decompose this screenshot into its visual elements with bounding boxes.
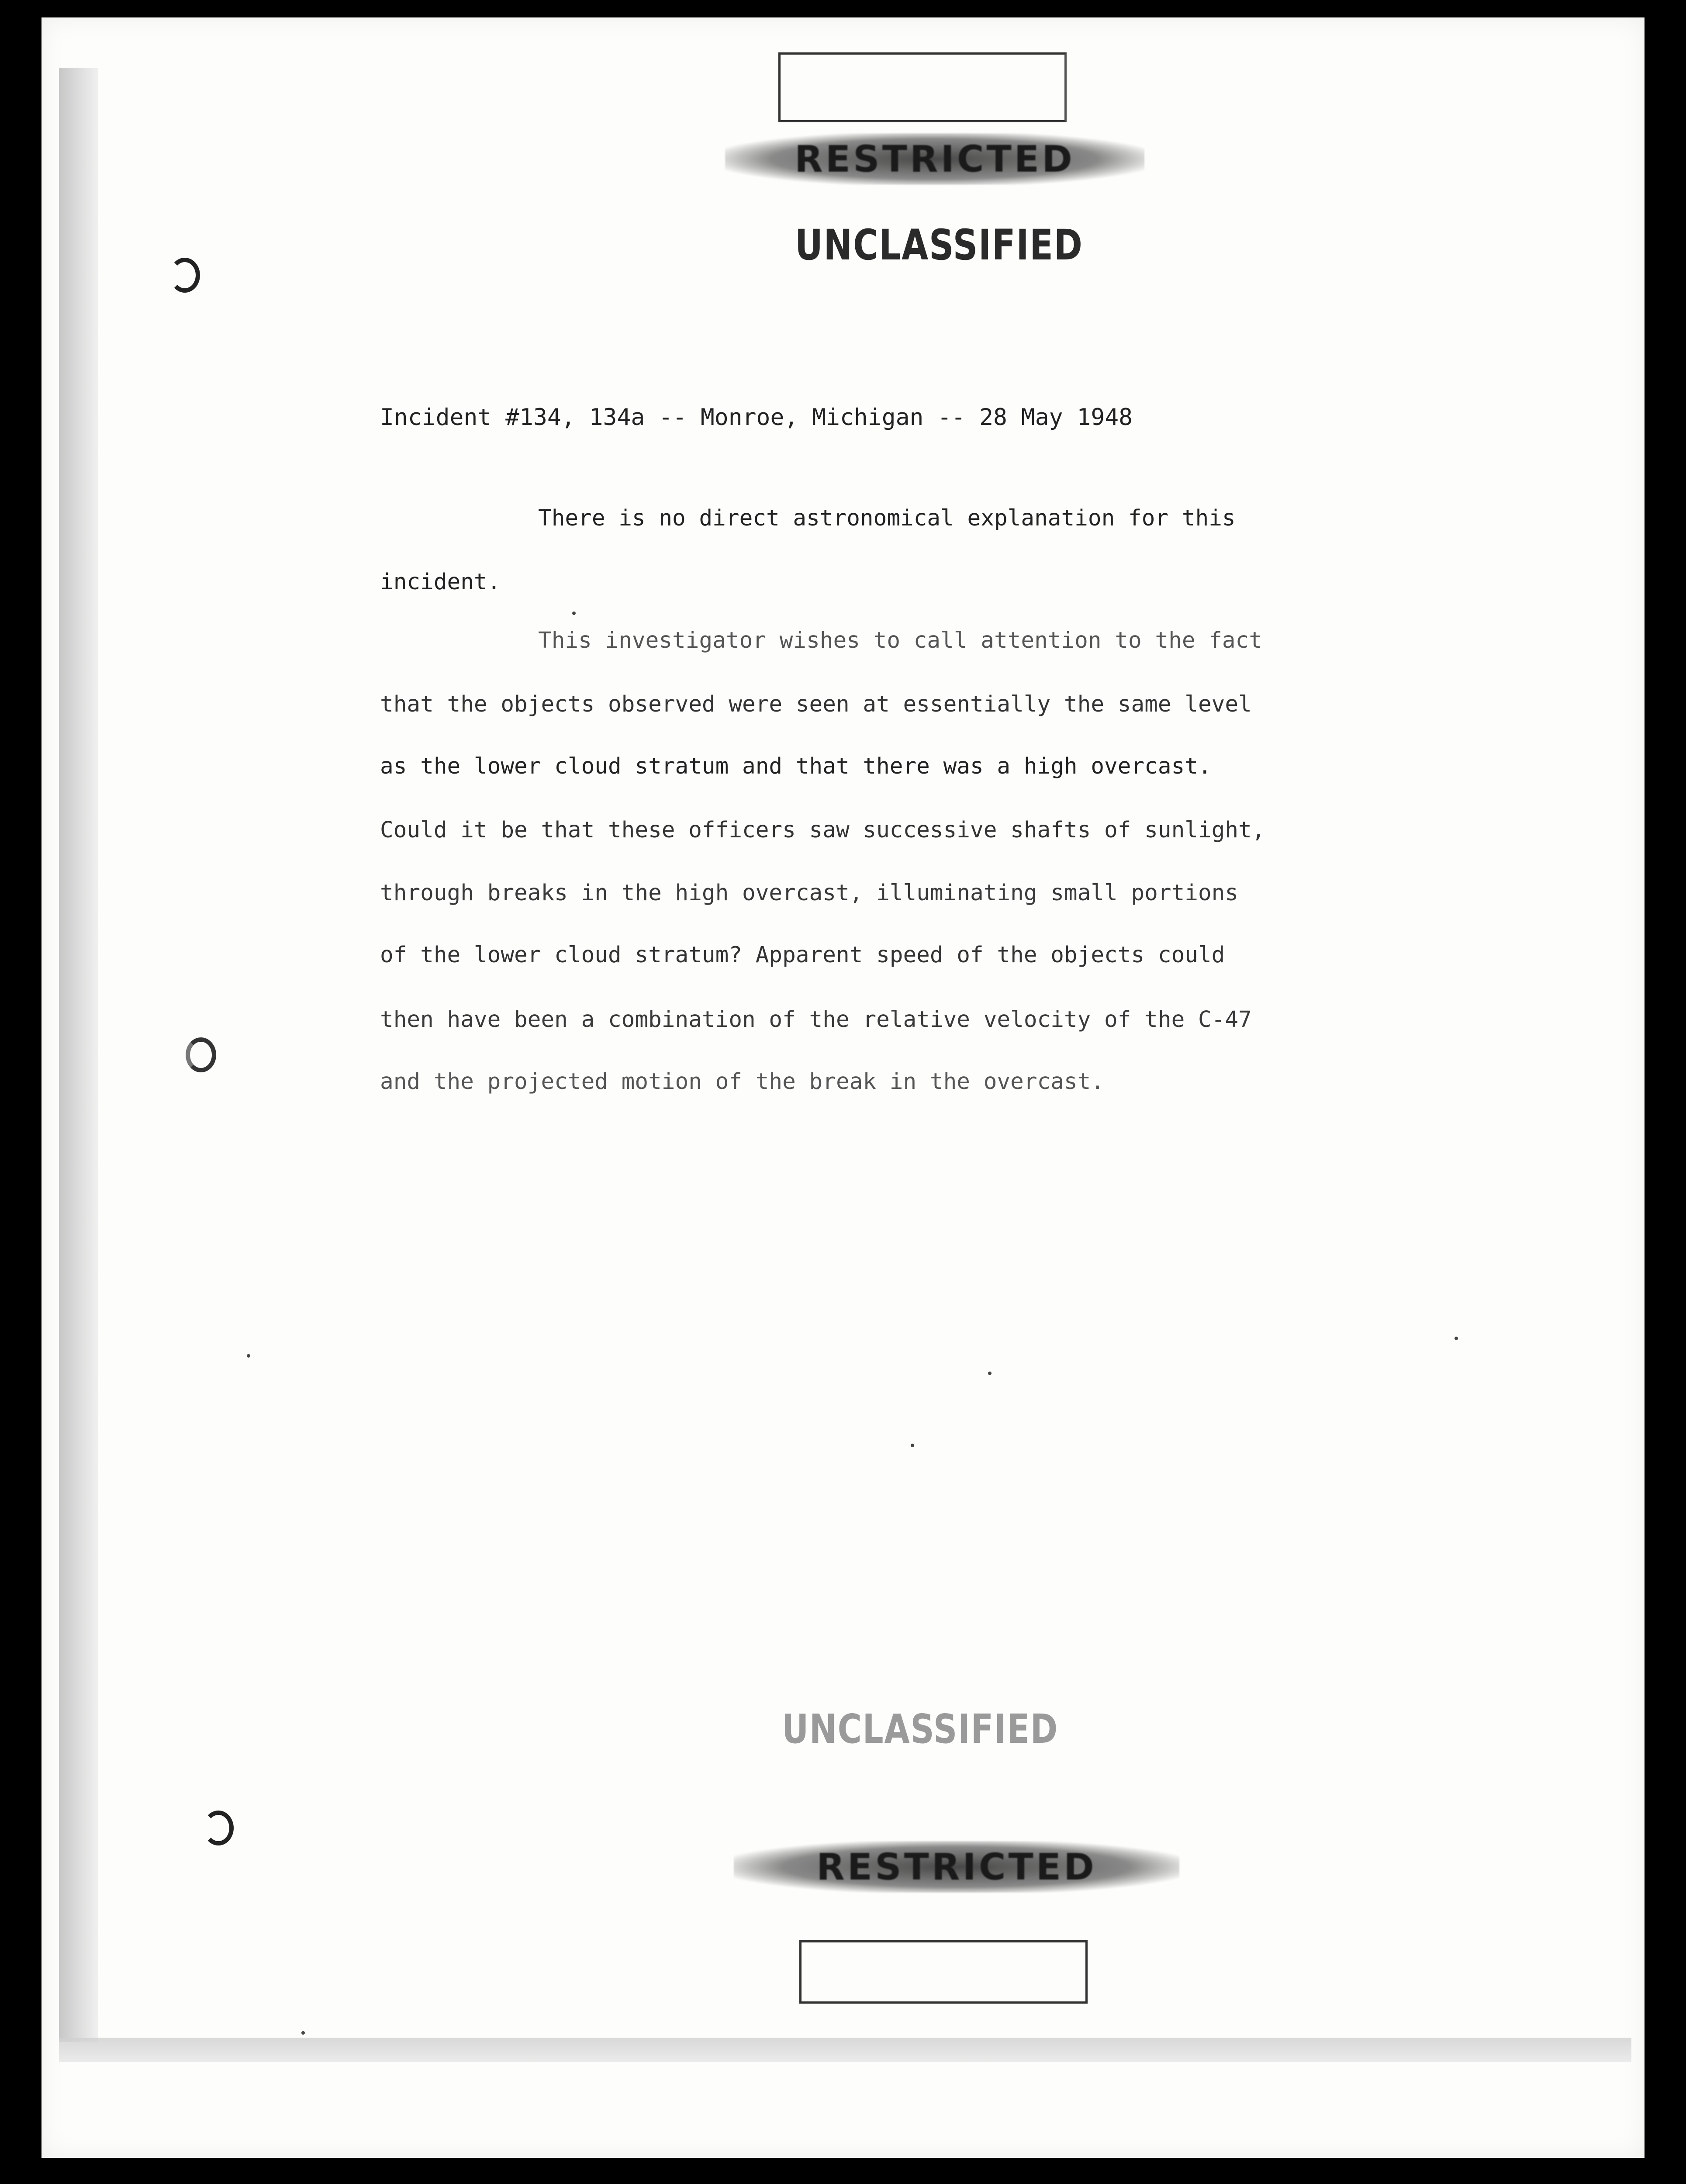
paragraph1-line2: incident. xyxy=(380,569,501,595)
punch-hole-bottom xyxy=(203,1811,234,1845)
speck xyxy=(301,2031,305,2035)
unclassified-stamp-bottom: UNCLASSIFIED xyxy=(782,1706,1059,1752)
speck xyxy=(572,612,576,615)
paragraph2-line6: of the lower cloud stratum? Apparent speed of the objects could xyxy=(380,942,1225,968)
paragraph2-line4: Could it be that these officers saw successive shafts of sunlight, xyxy=(380,817,1265,843)
punch-hole-top xyxy=(169,258,200,293)
speck xyxy=(247,1354,250,1358)
stamp-box-bottom xyxy=(799,1940,1088,2004)
speck xyxy=(1455,1337,1458,1340)
stamp-box-top xyxy=(778,52,1067,122)
incident-heading: Incident #134, 134a -- Monroe, Michigan -- 28 May 1948 xyxy=(380,404,1133,431)
speck xyxy=(988,1372,992,1375)
unclassified-stamp-top: UNCLASSIFIED xyxy=(795,221,1083,270)
restricted-stamp-top: RESTRICTED xyxy=(725,133,1144,185)
punch-hole-middle xyxy=(186,1037,216,1072)
paragraph1-line1: There is no direct astronomical explanation for this xyxy=(538,505,1236,531)
restricted-stamp-bottom: RESTRICTED xyxy=(734,1841,1179,1893)
scan-bottom-shadow xyxy=(59,2038,1631,2062)
paragraph2-line7: then have been a combination of the relative velocity of the C-47 xyxy=(380,1007,1252,1033)
scan-edge-shadow xyxy=(59,68,98,2042)
paragraph2-line8: and the projected motion of the break in the overcast. xyxy=(380,1069,1105,1095)
paragraph2-line3: as the lower cloud stratum and that there was a high overcast. xyxy=(380,753,1212,779)
speck xyxy=(911,1444,914,1447)
paragraph2-line5: through breaks in the high overcast, illuminating small portions xyxy=(380,880,1239,906)
paragraph2-line2: that the objects observed were seen at essentially the same level xyxy=(380,691,1252,717)
paragraph2-line1: This investigator wishes to call attention to the fact xyxy=(538,628,1263,653)
